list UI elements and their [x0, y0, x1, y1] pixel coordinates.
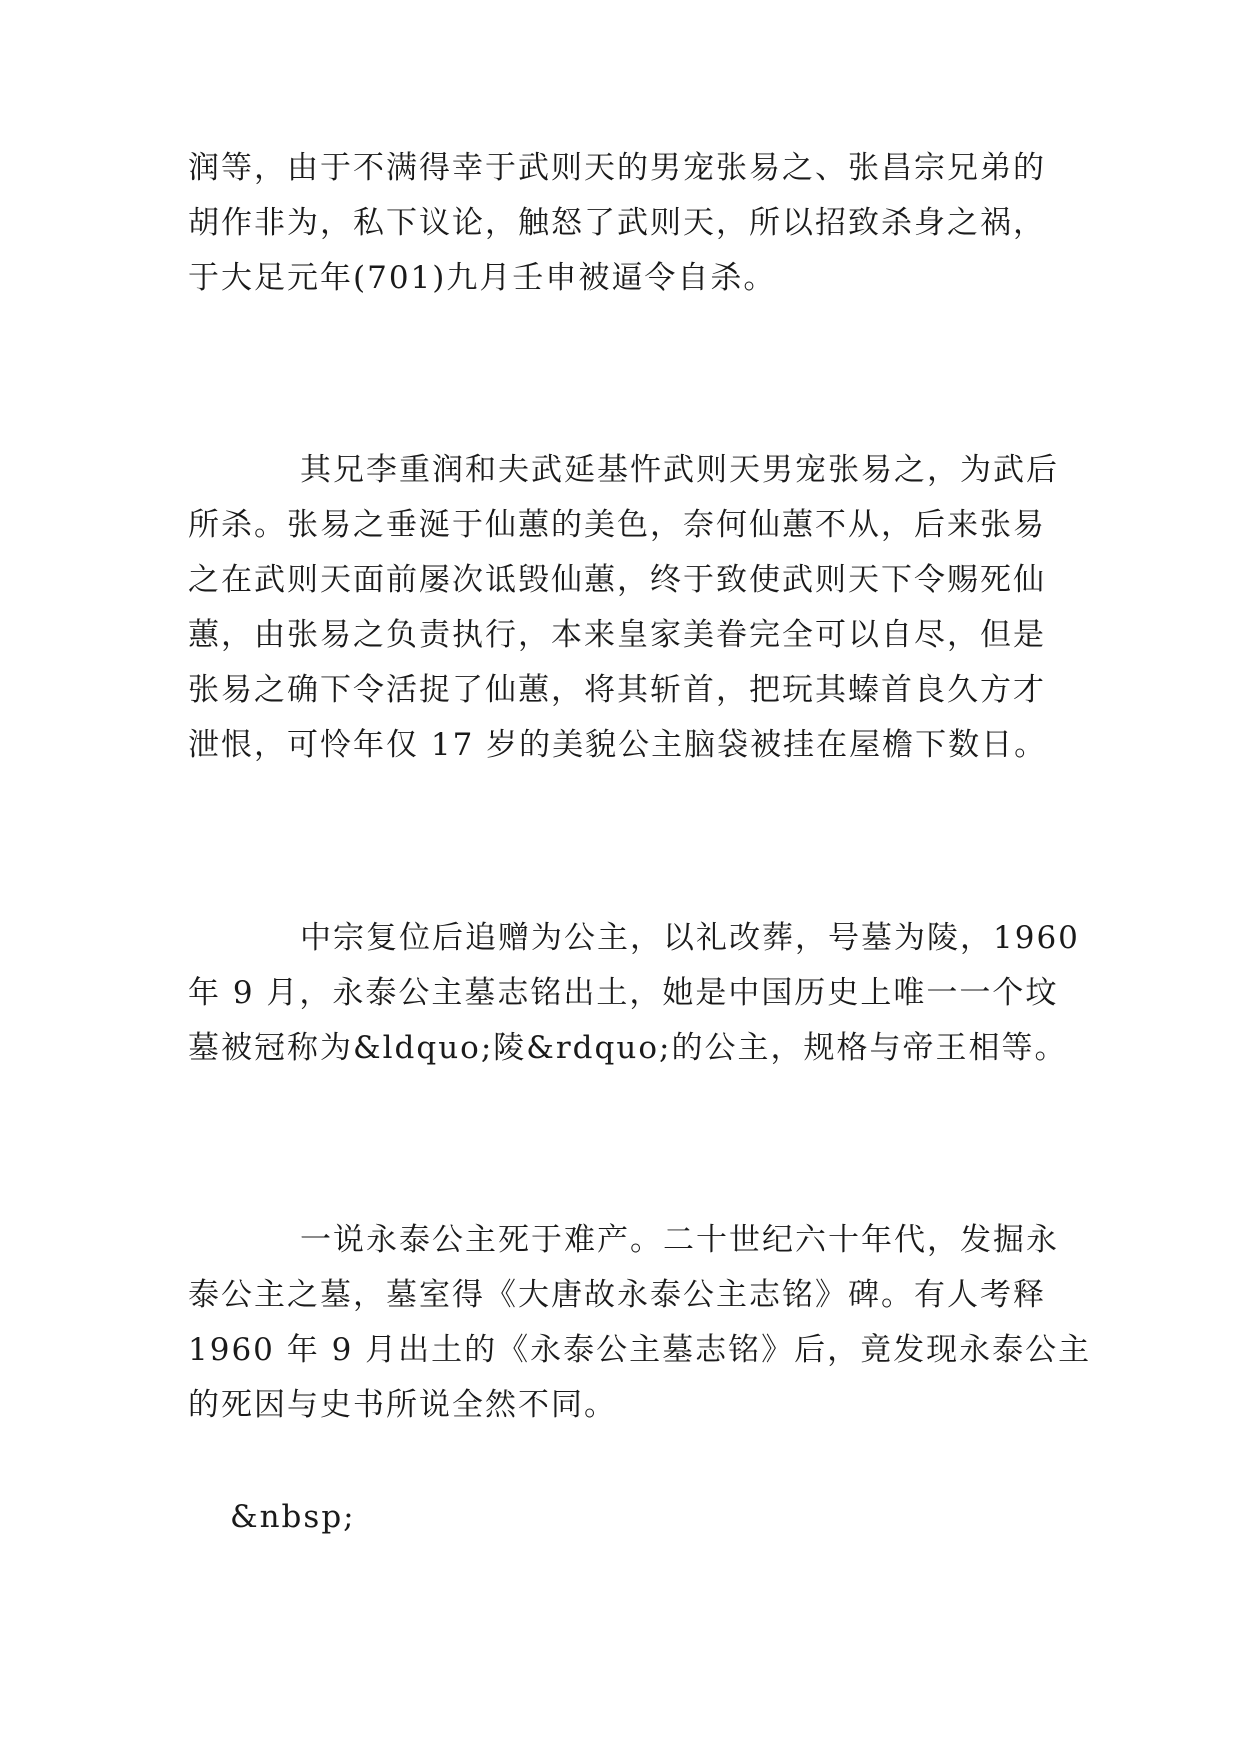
paragraph-2-line-1: 其兄李重润和夫武延基忤武则天男宠张易之，为武后 — [300, 452, 1059, 488]
paragraph-1-line-3: 于大足元年(701)九月壬申被逼令自杀。 — [188, 260, 777, 296]
paragraph-3-line-2: 年 9 月，永泰公主墓志铭出土，她是中国历史上唯一一个坟 — [188, 975, 1059, 1011]
paragraph-4-line-1: 一说永泰公主死于难产。二十世纪六十年代，发掘永 — [300, 1222, 1059, 1258]
paragraph-1-line-2: 胡作非为，私下议论，触怒了武则天，所以招致杀身之祸， — [188, 205, 1046, 241]
trailing-nbsp-text: &nbsp; — [230, 1499, 356, 1535]
paragraph-4-line-4: 的死因与史书所说全然不同。 — [188, 1387, 617, 1423]
paragraph-2-line-2: 所杀。张易之垂涎于仙蕙的美色，奈何仙蕙不从，后来张易 — [188, 507, 1046, 543]
paragraph-2-line-6: 泄恨，可怜年仅 17 岁的美貌公主脑袋被挂在屋檐下数日。 — [188, 727, 1048, 763]
paragraph-1-line-1: 润等，由于不满得幸于武则天的男宠张易之、张昌宗兄弟的 — [188, 150, 1046, 186]
paragraph-3-line-3: 墓被冠称为&ldquo;陵&rdquo;的公主，规格与帝王相等。 — [188, 1030, 1068, 1066]
paragraph-2-line-4: 蕙，由张易之负责执行，本来皇家美眷完全可以自尽，但是 — [188, 617, 1046, 653]
paragraph-3-line-1: 中宗复位后追赠为公主，以礼改葬，号墓为陵，1960 — [300, 920, 1080, 956]
paragraph-2-line-5: 张易之确下令活捉了仙蕙，将其斩首，把玩其螓首良久方才 — [188, 672, 1046, 708]
paragraph-4-line-2: 泰公主之墓，墓室得《大唐故永泰公主志铭》碑。有人考释 — [188, 1277, 1046, 1313]
paragraph-4-line-3: 1960 年 9 月出土的《永泰公主墓志铭》后，竟发现永泰公主 — [188, 1332, 1092, 1368]
paragraph-2-line-3: 之在武则天面前屡次诋毁仙蕙，终于致使武则天下令赐死仙 — [188, 562, 1046, 598]
